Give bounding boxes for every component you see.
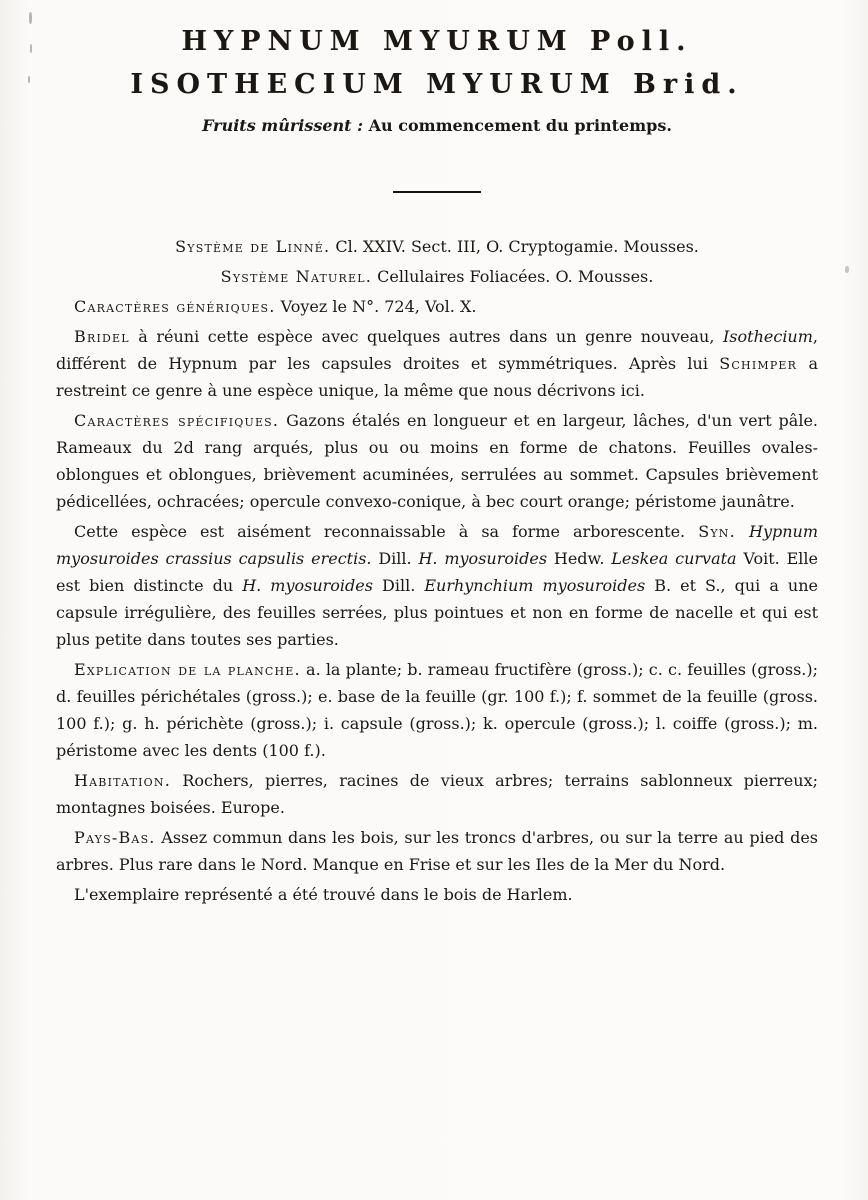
- small-caps-text: Schimper: [719, 354, 798, 373]
- body-text: Gazons étalés en longueur et en largeur, lâches, d'un vert pâle. Rameaux du 2d rang arqués, plus ou ou moins en forme de chatons. Feuilles ovales-oblongues et oblongues, brièvement acuminées, serrulées au sommet. Capsules brièvement pédicellées, ochracées; opercule convexo-conique, à bec court orange; péristome jaunâtre.: [56, 411, 819, 511]
- body-text: [736, 522, 749, 541]
- small-caps-text: Caractères génériques.: [74, 297, 276, 316]
- generic-characters: [56, 293, 818, 320]
- italic-text: Leskea curvata: [611, 549, 737, 568]
- body-text: Voit. Elle est bien distincte du: [56, 549, 818, 595]
- body-text: Rochers, pierres, racines de vieux arbres; terrains sablonneux pierreux; montagnes boisées. Europe.: [56, 771, 818, 817]
- body-text: Cellulaires Foliacées. O. Mousses.: [372, 267, 654, 286]
- body-text: à réuni cette espèce avec quelques autres dans un genre nouveau,: [129, 327, 723, 346]
- title-line-2: ISOTHECIUM MYURUM Brid.: [130, 69, 744, 100]
- habitat: [56, 767, 818, 821]
- body-text: Cette espèce est aisément reconnaissable à sa forme arborescente.: [74, 522, 699, 541]
- italic-text: Hypnum myosuroides crassius capsulis erectis.: [56, 522, 818, 568]
- body-text: , différent de Hypnum par les capsules droites et symmétriques. Après lui: [56, 327, 818, 373]
- fruit-ripening-label: Fruits mûrissent :: [202, 116, 364, 135]
- small-caps-text: Habitation.: [74, 771, 172, 790]
- italic-text: Isothecium: [722, 327, 813, 346]
- netherlands-distribution: [56, 824, 818, 878]
- body-text: Hedw.: [547, 549, 612, 568]
- plate-explanation: [56, 656, 818, 764]
- section-divider: [393, 191, 481, 193]
- linne-system-line: [56, 233, 818, 260]
- body-text: a restreint ce genre à une espèce unique, la même que nous décrivons ici.: [56, 354, 818, 400]
- body-text: Cl. XXIV. Sect. III, O. Cryptogamie. Mousses.: [330, 237, 699, 256]
- body-text: Voyez le N°. 724, Vol. X.: [275, 297, 477, 316]
- natural-system-line: [56, 263, 818, 290]
- italic-text: H. myosuroides: [242, 576, 373, 595]
- fruit-ripening-text: Au commencement du printemps.: [363, 116, 672, 135]
- scan-artifact: [29, 12, 32, 24]
- small-caps-text: Bridel: [74, 327, 130, 346]
- synonymy: [56, 518, 818, 653]
- small-caps-text: Pays-Bas.: [74, 828, 156, 847]
- small-caps-text: Système Naturel.: [220, 267, 373, 286]
- small-caps-text: Caractères spécifiques.: [74, 411, 280, 430]
- scan-artifact: [28, 76, 30, 83]
- scan-artifact: [845, 266, 849, 273]
- body-text: Dill.: [371, 549, 419, 568]
- specific-characters: [56, 407, 818, 515]
- bridel-note: [56, 323, 818, 404]
- small-caps-text: Système de Linné.: [175, 237, 331, 256]
- small-caps-text: Syn.: [698, 522, 736, 541]
- body-text: L'exemplaire représenté a été trouvé dans le bois de Harlem.: [74, 885, 573, 904]
- small-caps-text: Explication de la planche.: [74, 660, 301, 679]
- title-line-1: HYPNUM MYURUM Poll.: [181, 26, 693, 57]
- document-body: [56, 233, 818, 908]
- italic-text: Eurhynchium myosuroides: [424, 576, 646, 595]
- scan-artifact: [30, 44, 32, 53]
- specimen-note: [56, 881, 818, 908]
- fruit-ripening-note: [56, 116, 818, 135]
- body-text: a. la plante; b. rameau fructifère (gross.); c. c. feuilles (gross.); d. feuilles périchétales (gross.); e. base de la feuille (gr. 100 f.); f. sommet de la feuille (gross. 100 f.); g. h. périchète (gross.); i. capsule (gross.); k. opercule (gross.); l. coiffe (gross.); m. péristome avec les dents (100 f.).: [56, 660, 818, 760]
- document-header: [56, 26, 818, 135]
- italic-text: H. myosuroides: [418, 549, 548, 568]
- body-text: B. et S., qui a une capsule irrégulière, des feuilles serrées, plus pointues et non en forme de nacelle et qui est plus petite dans toutes ses parties.: [56, 576, 818, 649]
- body-text: Assez commun dans les bois, sur les troncs d'arbres, ou sur la terre au pied des arbres. Plus rare dans le Nord. Manque en Frise et sur les Iles de la Mer du Nord.: [56, 828, 818, 874]
- body-text: Dill.: [372, 576, 425, 595]
